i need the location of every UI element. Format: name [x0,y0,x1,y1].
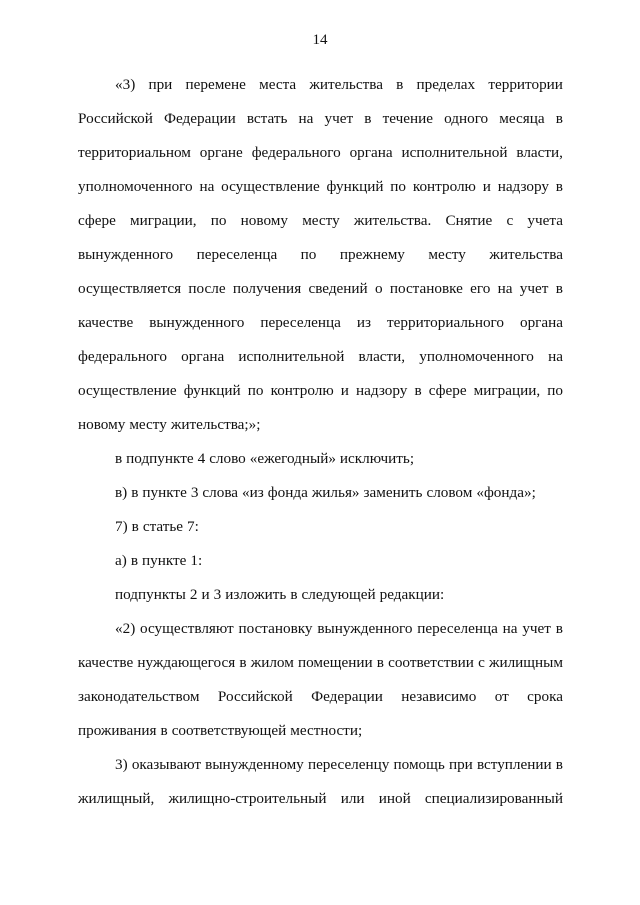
text-line: 3) оказывают вынужденному переселенцу помощь при вступлении в [115,756,563,773]
text-line: жилищный, жилищно-строительный или иной специализированный [78,790,563,807]
text-line: качестве вынужденного переселенца из территориального органа [78,314,563,331]
text-line: проживания в соответствующей местности; [78,722,363,739]
text-line: федерального органа исполнительной власти, уполномоченного на [78,348,563,365]
document-body [78,68,563,816]
text-line: 7) в статье 7: [115,518,199,535]
text-line: осуществление функций по контролю и надзору в сфере миграции, по [78,382,563,399]
text-line: законодательством Российской Федерации независимо от срока [78,688,563,705]
text-line: сфере миграции, по новому месту жительства. Снятие с учета [78,212,563,229]
text-line: «2) осуществляют постановку вынужденного переселенца на учет в [115,620,563,637]
page-number: 14 [312,32,328,48]
text-line: территориальном органе федерального органа исполнительной власти, [78,144,563,161]
text-line: подпункты 2 и 3 изложить в следующей редакции: [115,586,445,603]
text-line: а) в пункте 1: [115,552,203,569]
text-line: Российской Федерации встать на учет в течение одного месяца в [78,110,563,127]
text-line: вынужденного переселенца по прежнему месту жительства [78,246,563,263]
text-line: «3) при перемене места жительства в пределах территории [115,76,563,93]
text-line: осуществляется после получения сведений о постановке его на учет в [78,280,563,297]
text-line: качестве нуждающегося в жилом помещении в соответствии с жилищным [78,654,563,671]
text-line: в подпункте 4 слово «ежегодный» исключить; [115,450,415,467]
text-line: новому месту жительства;»; [78,416,261,433]
text-line: уполномоченного на осуществление функций по контролю и надзору в [78,178,563,195]
text-line: в) в пункте 3 слова «из фонда жилья» заменить словом «фонда»; [115,484,536,501]
